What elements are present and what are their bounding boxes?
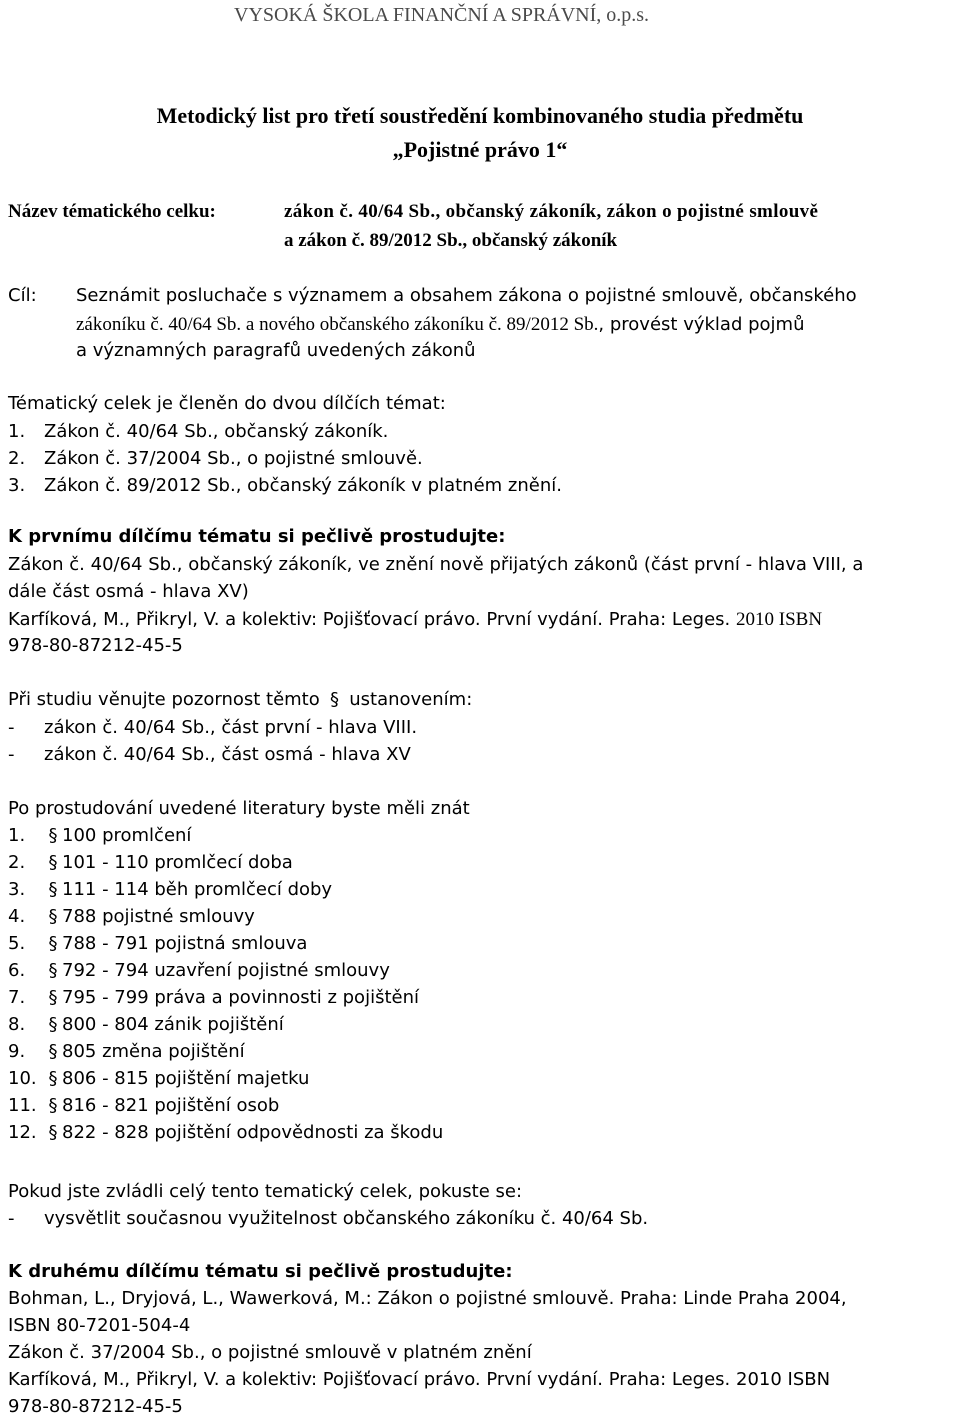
topics-intro: Tématický celek je členěn do dvou dílčích témat:	[8, 393, 446, 414]
knowledge-text: 101 - 110 promlčecí doba	[62, 852, 293, 873]
knowledge-item	[8, 1097, 279, 1115]
knowledge-item	[8, 908, 255, 926]
topic-prefix: Zákon č. 89/2012 Sb.	[44, 475, 236, 496]
topic-item	[8, 449, 423, 468]
topic-item	[8, 476, 562, 495]
knowledge-text: 822 - 828 pojištění odpovědnosti za škodu	[62, 1122, 444, 1143]
celek-label: Název tématického celku:	[8, 201, 216, 222]
attention-law: zákon č. 40/64 Sb.	[44, 717, 210, 738]
topic-suffix: , občanský zákoník v platném znění.	[235, 475, 562, 496]
attention-intro-text: Při studiu věnujte pozornost těmto	[8, 689, 320, 710]
knowledge-number: 8.	[8, 1014, 26, 1035]
dash-bullet: -	[8, 744, 15, 765]
knowledge-text: 111 - 114 běh promlčecí doby	[62, 879, 333, 900]
knowledge-number: 6.	[8, 960, 26, 981]
cil-line3: a významných paragrafů uvedených zákonů	[76, 340, 476, 361]
celek-line2: a zákon č. 89/2012 Sb., občanský zákoník	[284, 230, 618, 251]
first-book-citation: Karfíková, M., Přikryl, V. a kolektiv: Pojišťovací právo. První vydání. Praha: Leges.	[8, 609, 731, 630]
school-header: VYSOKÁ ŠKOLA FINANČNÍ A SPRÁVNÍ, o.p.s.	[234, 4, 650, 26]
cil-line1: Seznámit posluchače s významem a obsahem zákona o pojistné smlouvě, občanského	[76, 285, 857, 306]
first-book-line1	[8, 610, 822, 629]
knowledge-item	[8, 1043, 245, 1061]
knowledge-text: 788 - 791 pojistná smlouva	[62, 933, 308, 954]
knowledge-number: 4.	[8, 906, 26, 927]
knowledge-item	[8, 827, 191, 845]
dash-bullet: -	[8, 717, 15, 738]
document-title-line1: Metodický list pro třetí soustředění kombinovaného studia předmětu	[156, 103, 804, 128]
section-icon: §	[48, 1014, 58, 1035]
section-icon: §	[48, 933, 58, 954]
second-book2-line1: Karfíková, M., Přikryl, V. a kolektiv: Pojišťovací právo. První vydání. Praha: Leges. 2010 ISBN	[8, 1369, 831, 1390]
knowledge-number: 5.	[8, 933, 26, 954]
knowledge-item	[8, 1124, 443, 1142]
knowledge-text: 800 - 804 zánik pojištění	[62, 1014, 284, 1035]
section-icon: §	[48, 1068, 58, 1089]
second-book1-line2: ISBN 80-7201-504-4	[8, 1315, 191, 1336]
task-intro: Pokud jste zvládli celý tento tematický celek, pokuste se:	[8, 1181, 523, 1202]
first-book-line2: 978-80-87212-45-5	[8, 635, 183, 656]
attention-item	[8, 746, 411, 764]
section-icon: §	[48, 987, 58, 1008]
cil-line2-rest: , provést výklad pojmů	[598, 314, 805, 335]
task-item	[8, 1210, 648, 1228]
topic-number: 3.	[8, 475, 26, 496]
knowledge-text: 816 - 821 pojištění osob	[62, 1095, 280, 1116]
knowledge-text: 788 pojistné smlouvy	[62, 906, 255, 927]
knowledge-text: 792 - 794 uzavření pojistné smlouvy	[62, 960, 390, 981]
knowledge-item	[8, 1016, 284, 1034]
topic-suffix: , o pojistné smlouvě.	[235, 448, 423, 469]
first-law-line1	[8, 556, 863, 574]
second-law: Zákon č. 37/2004 Sb., o pojistné smlouvě v platném znění	[8, 1342, 532, 1363]
section-icon: §	[48, 1041, 58, 1062]
knowledge-number: 11.	[8, 1095, 37, 1116]
knowledge-item	[8, 962, 390, 980]
knowledge-text: 806 - 815 pojištění majetku	[62, 1068, 310, 1089]
knowledge-number: 1.	[8, 825, 26, 846]
knowledge-item	[8, 989, 419, 1007]
knowledge-item	[8, 935, 307, 953]
celek-line1: zákon č. 40/64 Sb., občanský zákoník, zákon o pojistné smlouvě	[284, 201, 819, 222]
cil-label: Cíl:	[8, 285, 37, 306]
second-book2-line2: 978-80-87212-45-5	[8, 1396, 183, 1417]
topic-prefix: Zákon č. 37/2004 Sb.	[44, 448, 236, 469]
knowledge-text: 805 změna pojištění	[62, 1041, 245, 1062]
cil-line2-laws: zákoníku č. 40/64 Sb. a nového občanského zákoníku č. 89/2012 Sb.	[76, 314, 599, 335]
attention-intro-end: ustanovením:	[349, 689, 473, 710]
attention-intro	[8, 691, 472, 709]
section-icon: §	[48, 960, 58, 981]
first-law-rest: , občanský zákoník, ve znění nově přijatých zákonů (část první - hlava VIII, a	[176, 554, 864, 575]
first-book-isbn-label: 2010 ISBN	[736, 609, 823, 630]
attention-part: , část první - hlava VIII.	[209, 717, 418, 738]
knowledge-number: 7.	[8, 987, 26, 1008]
topic-suffix: , občanský zákoník.	[212, 421, 389, 442]
second-book1-line1: Bohman, L., Dryjová, L., Wawerková, M.: Zákon o pojistné smlouvě. Praha: Linde Praha 2004,	[8, 1288, 847, 1309]
knowledge-item	[8, 881, 332, 899]
first-law-name: Zákon č. 40/64 Sb.	[8, 554, 177, 575]
first-law-line2: dále část osmá - hlava XV)	[8, 581, 249, 602]
section-icon: §	[48, 879, 58, 900]
knowledge-intro: Po prostudování uvedené literatury byste měli znát	[8, 798, 470, 819]
knowledge-number: 12.	[8, 1122, 37, 1143]
section-icon: §	[48, 906, 58, 927]
section-icon: §	[330, 689, 339, 710]
knowledge-number: 9.	[8, 1041, 26, 1062]
document-title-line2: „Pojistné právo 1“	[392, 137, 568, 162]
cil-line2	[76, 315, 804, 334]
knowledge-item	[8, 854, 293, 872]
knowledge-number: 3.	[8, 879, 26, 900]
section-icon: §	[48, 825, 58, 846]
knowledge-item	[8, 1070, 309, 1088]
knowledge-text: 795 - 799 práva a povinnosti z pojištění	[62, 987, 419, 1008]
section-icon: §	[48, 852, 58, 873]
topic-item	[8, 422, 388, 441]
knowledge-number: 2.	[8, 852, 26, 873]
knowledge-number: 10.	[8, 1068, 37, 1089]
section-icon: §	[48, 1095, 58, 1116]
topic-prefix: Zákon č. 40/64 Sb.	[44, 421, 213, 442]
attention-law: zákon č. 40/64 Sb.	[44, 744, 210, 765]
attention-part: , část osmá - hlava XV	[209, 744, 411, 765]
attention-item	[8, 719, 417, 737]
second-topic-heading: K druhému dílčímu tématu si pečlivě prostudujte:	[8, 1261, 513, 1282]
task-text: vysvětlit současnou využitelnost občanského zákoníku č. 40/64 Sb.	[44, 1208, 649, 1229]
dash-bullet: -	[8, 1208, 15, 1229]
topic-number: 2.	[8, 448, 26, 469]
section-icon: §	[48, 1122, 58, 1143]
topic-number: 1.	[8, 421, 26, 442]
knowledge-text: 100 promlčení	[62, 825, 192, 846]
first-topic-heading: K prvnímu dílčímu tématu si pečlivě prostudujte:	[8, 526, 506, 547]
